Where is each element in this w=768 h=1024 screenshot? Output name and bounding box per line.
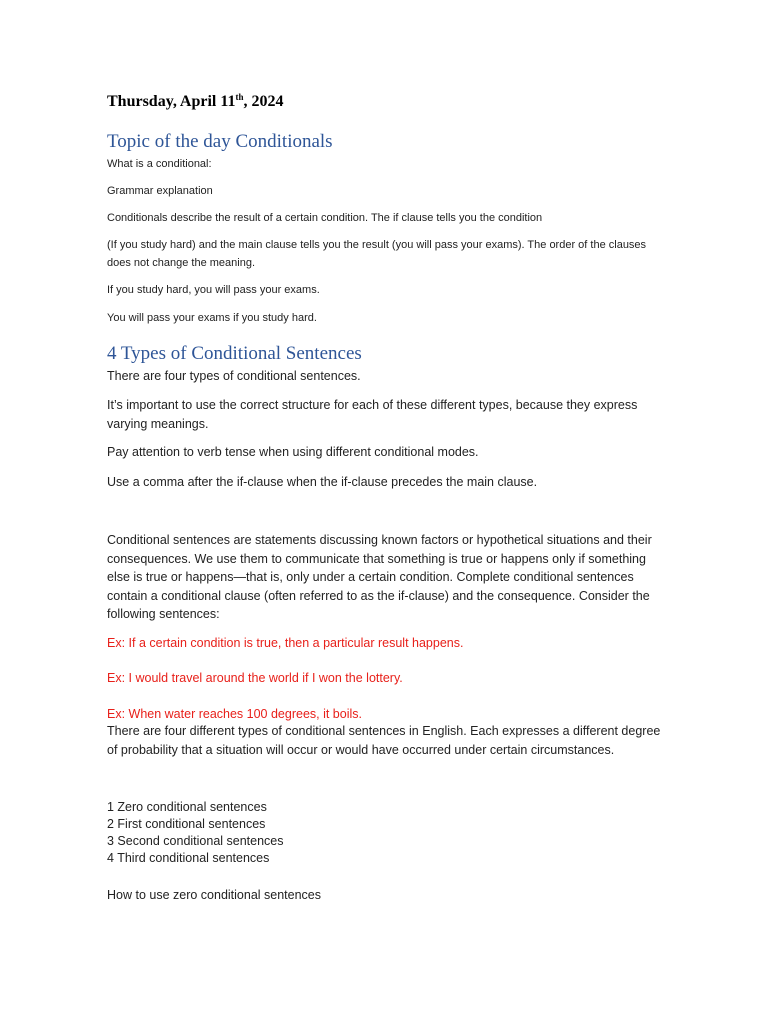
red-example-1: Ex: If a certain condition is true, then a particular result happens.	[107, 636, 464, 650]
red-example-3: Ex: When water reaches 100 degrees, it boils.	[107, 707, 362, 721]
intro-example-2: You will pass your exams if you study hard.	[107, 312, 317, 324]
intro-describe: Conditionals describe the result of a certain condition. The if clause tells you the condition	[107, 212, 543, 224]
date-text: Thursday, April 11	[107, 93, 236, 110]
types-paragraph-4: Use a comma after the if-clause when the if-clause precedes the main clause.	[107, 475, 538, 489]
intro-what-is: What is a conditional:	[107, 158, 212, 170]
intro-example-1: If you study hard, you will pass your exams.	[107, 284, 320, 296]
intro-grammar-label: Grammar explanation	[107, 185, 213, 197]
type-list-item: 3 Second conditional sentences	[107, 834, 284, 848]
document-date	[107, 92, 667, 112]
types-paragraph-3: Pay attention to verb tense when using different conditional modes.	[107, 445, 479, 459]
type-list-item: 2 First conditional sentences	[107, 817, 266, 831]
date-ordinal-suffix: th	[235, 92, 244, 102]
intro-order: (If you study hard) and the main clause tells you the result (you will pass your exams). The order of the clauses does not change the meaning.	[107, 239, 647, 269]
types-heading: 4 Types of Conditional Sentences	[107, 343, 362, 364]
topic-heading: Topic of the day Conditionals	[107, 131, 333, 152]
types-paragraph-1: There are four types of conditional sentences.	[107, 369, 361, 383]
type-list-item: 1 Zero conditional sentences	[107, 800, 267, 814]
types-paragraph-2: It’s important to use the correct structure for each of these different types, because they express varying meanings.	[107, 398, 638, 431]
type-list	[107, 799, 667, 867]
four-types-paragraph: There are four different types of conditional sentences in English. Each expresses a different degree of probability that a situation will occur or would have occurred under certain circumstances.	[107, 724, 661, 757]
type-list-item: 4 Third conditional sentences	[107, 851, 270, 865]
date-year: , 2024	[243, 93, 284, 110]
explanation-paragraph: Conditional sentences are statements discussing known factors or hypothetical situations and their consequences. We use them to communicate that something is true or happens only if something else is true or happens—that is, only under a certain condition. Complete conditional sentences contain a conditional clause (often referred to as the if-clause) and the consequence. Consider the following sentences:	[107, 533, 652, 621]
how-to-zero-conditional: How to use zero conditional sentences	[107, 888, 322, 902]
red-example-2: Ex: I would travel around the world if I won the lottery.	[107, 671, 403, 685]
